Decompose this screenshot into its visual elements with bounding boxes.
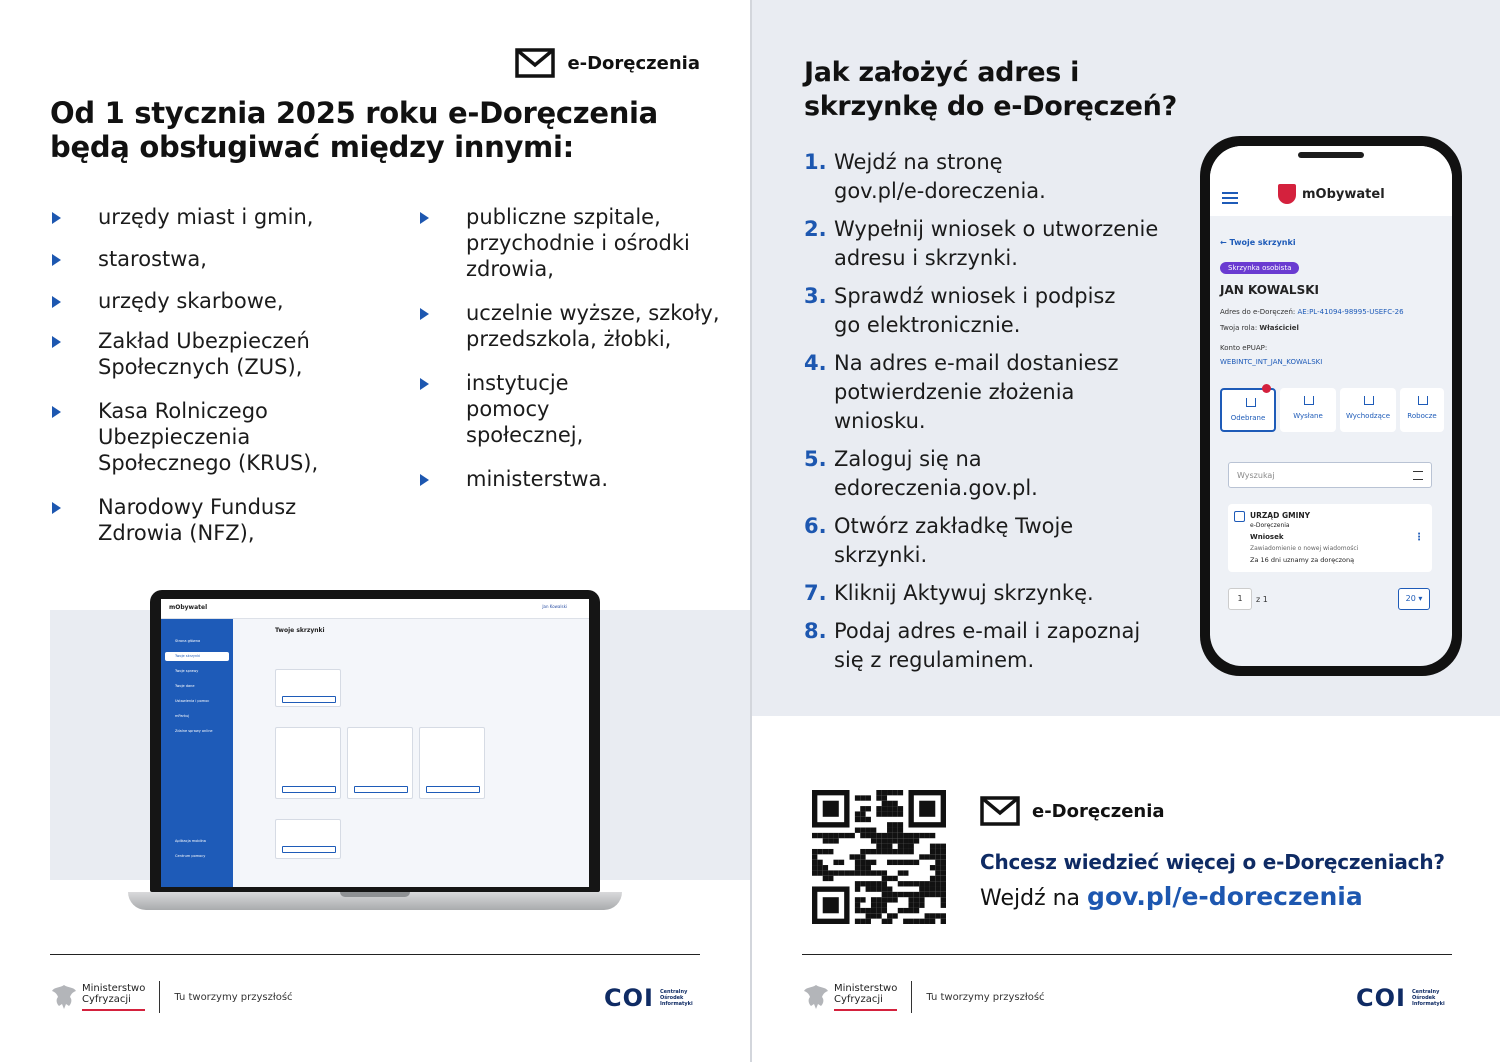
laptop-notch [340,892,410,897]
more-info-question: Chcesz wiedzieć więcej o e-Doręczeniach? [980,850,1445,874]
step-item: 2. Wypełnij wniosek o utworzenie adresu i skrzynki. [804,217,1159,270]
laptop-nav-item: Ustawienia i pomoc [175,699,210,703]
envelope-icon [515,48,555,78]
triangle-bullet-icon [420,212,429,224]
triangle-bullet-icon [420,378,429,390]
step-item: 8. Podaj adres e-mail i zapoznaj się z regulaminem. [804,619,1141,672]
message-note: Za 16 dni uznamy za doręczoną [1250,556,1355,564]
phone-illustration [1200,136,1462,676]
page-number-input[interactable]: 1 [1228,588,1252,610]
steps-list [804,148,1184,684]
laptop-card [275,727,341,799]
envelope-icon [980,796,1020,826]
phone-screen [1210,146,1452,666]
laptop-nav-item: Strona główna [175,639,201,643]
footer-separator [159,981,160,1013]
brand-logo-secondary [980,796,1165,826]
laptop-card [347,727,413,799]
step-item: 3. Sprawdź wniosek i podpisz go elektronicznie. [804,284,1116,337]
list-item: ministerstwa. [418,466,728,492]
tab-odebrane[interactable]: Odebrane [1220,388,1276,432]
list-item: urzędy miast i gmin, [50,204,380,230]
ministry-name: Ministerstwo Cyfryzacji [834,983,897,1011]
visit-line: Wejdź na gov.pl/e-doreczenia [980,882,1363,911]
laptop-nav-item: Twoje sprawy [175,669,199,673]
laptop-user-name: Jan Kowalski [542,604,567,609]
laptop-nav-item: Zdalne sprawy online [175,729,213,733]
laptop-card-button [282,786,336,793]
laptop-nav-item: Twoje dane [175,684,195,688]
ministry-logo [50,981,293,1013]
right-page [752,0,1500,1062]
laptop-nav-item: mParkuj [175,714,190,718]
list-item: starostwa, [50,246,380,272]
step-item: 4. Na adres e-mail dostaniesz potwierdzenie złożenia wniosku. [804,351,1119,433]
role-row: Twoja rola: Właściciel [1220,324,1299,332]
send-icon [1364,396,1374,405]
list-item: instytucje pomocy społecznej, [418,370,658,448]
laptop-card-button [282,696,336,703]
message-sender: URZĄD GMINY [1250,511,1311,520]
crest-icon [1278,184,1296,204]
message-checkbox[interactable] [1234,511,1245,522]
menu-icon[interactable] [1222,192,1238,204]
laptop-illustration [128,590,622,928]
step-item: 7. Kliknij Aktywuj skrzynkę. [804,581,1094,605]
list-item: Kasa Rolniczego Ubezpieczenia Społecznego (KRUS), [50,398,340,476]
laptop-card [419,727,485,799]
outbox-icon [1304,396,1314,405]
slogan: Tu tworzymy przyszłość [174,991,293,1003]
address-row: Adres do e-Doręczeń: AE:PL-41094-98995-USEFC-26 [1220,308,1404,316]
coi-logo: COI Centralny Ośrodek Informatyki [604,984,693,1012]
pencil-icon [1418,396,1428,405]
steps-title: Jak założyć adres i skrzynkę do e-Doręczeń? [804,57,1177,123]
laptop-card-button [354,786,408,793]
triangle-bullet-icon [52,212,61,224]
message-preview: Zawiadomienie o nowej wiadomości [1250,545,1359,552]
triangle-bullet-icon [52,336,61,348]
laptop-app-topbar [161,599,589,619]
qr-code [812,790,946,924]
laptop-card [275,819,341,859]
ministry-name: Ministerstwo Cyfryzacji [82,983,145,1011]
list-item: uczelnie wyższe, szkoły, przedszkola, żłobki, [418,300,728,352]
tab-wyslane[interactable]: Wysłane [1280,388,1336,432]
message-list-item[interactable] [1228,504,1432,572]
eagle-emblem-icon [802,982,830,1012]
laptop-lid [150,590,600,892]
footer-divider [802,954,1452,955]
message-subject: Wniosek [1250,533,1284,541]
triangle-bullet-icon [52,296,61,308]
step-item: 6. Otwórz zakładkę Twoje skrzynki. [804,514,1074,567]
list-item: Zakład Ubezpieczeń Społecznych (ZUS), [50,328,310,380]
laptop-card-button [282,846,336,853]
eagle-emblem-icon [50,982,78,1012]
triangle-bullet-icon [420,474,429,486]
list-item: urzędy skarbowe, [50,288,380,314]
laptop-nav-item: Twoje skrzynki [165,652,229,661]
triangle-bullet-icon [52,502,61,514]
pagination [1228,588,1268,610]
page-total: z 1 [1256,594,1268,604]
list-item: Narodowy Fundusz Zdrowia (NFZ), [50,494,310,546]
epuap-value: WEBINTC_INT_JAN_KOWALSKI [1220,358,1323,366]
laptop-nav-item: Centrum pomocy [175,854,206,858]
inbox-icon [1246,398,1256,407]
filter-icon[interactable] [1413,471,1423,480]
notification-dot [1262,384,1271,393]
step-item: 1. Wejdź na stronę gov.pl/e-doreczenia. [804,150,1046,203]
phone-header [1210,146,1452,216]
message-via: e-Doręczenia [1250,522,1290,529]
mailbox-type-badge: Skrzynka osobista [1220,262,1299,274]
list-item: publiczne szpitale, przychodnie i ośrodki zdrowia, [418,204,728,282]
triangle-bullet-icon [52,406,61,418]
website-link[interactable]: gov.pl/e-doreczenia [1087,882,1363,911]
brand-logo [515,48,700,78]
footer-divider [50,954,700,955]
footer-separator [911,981,912,1013]
triangle-bullet-icon [420,308,429,320]
owner-name: JAN KOWALSKI [1220,283,1319,297]
phone-app-logo: mObywatel [1278,184,1385,204]
institutions-list-1 [50,204,380,562]
brand-name: e-Doręczenia [1032,800,1165,822]
laptop-card [275,669,341,707]
page-title: Od 1 stycznia 2025 roku e-Doręczenia będą obsługiwać między innymi: [50,96,658,165]
phone-notch [1298,152,1364,158]
page-size-select[interactable]: 20 ▾ [1398,588,1430,610]
more-options-icon[interactable]: ⋮ [1414,532,1424,543]
triangle-bullet-icon [52,254,61,266]
brand-name: e-Doręczenia [567,52,700,74]
slogan: Tu tworzymy przyszłość [926,991,1045,1003]
laptop-nav-item: Aplikacja mobilna [175,839,206,843]
tab-wychodzace[interactable]: Wychodzące [1340,388,1396,432]
step-item: 5. Zaloguj się na edoreczenia.gov.pl. [804,447,1038,500]
laptop-card-button [426,786,480,793]
institutions-list-2 [418,204,728,508]
tab-robocze[interactable]: Robocze [1400,388,1444,432]
ministry-logo [802,981,1045,1013]
epuap-label: Konto ePUAP: [1220,344,1268,352]
laptop-page-title: Twoje skrzynki [275,627,325,634]
laptop-screen [161,599,589,887]
laptop-sidebar [161,619,233,887]
laptop-app-name: mObywatel [169,604,208,611]
search-input[interactable]: Wyszukaj [1228,462,1432,488]
back-link[interactable]: ← Twoje skrzynki [1220,238,1296,247]
coi-logo: COI Centralny Ośrodek Informatyki [1356,984,1445,1012]
